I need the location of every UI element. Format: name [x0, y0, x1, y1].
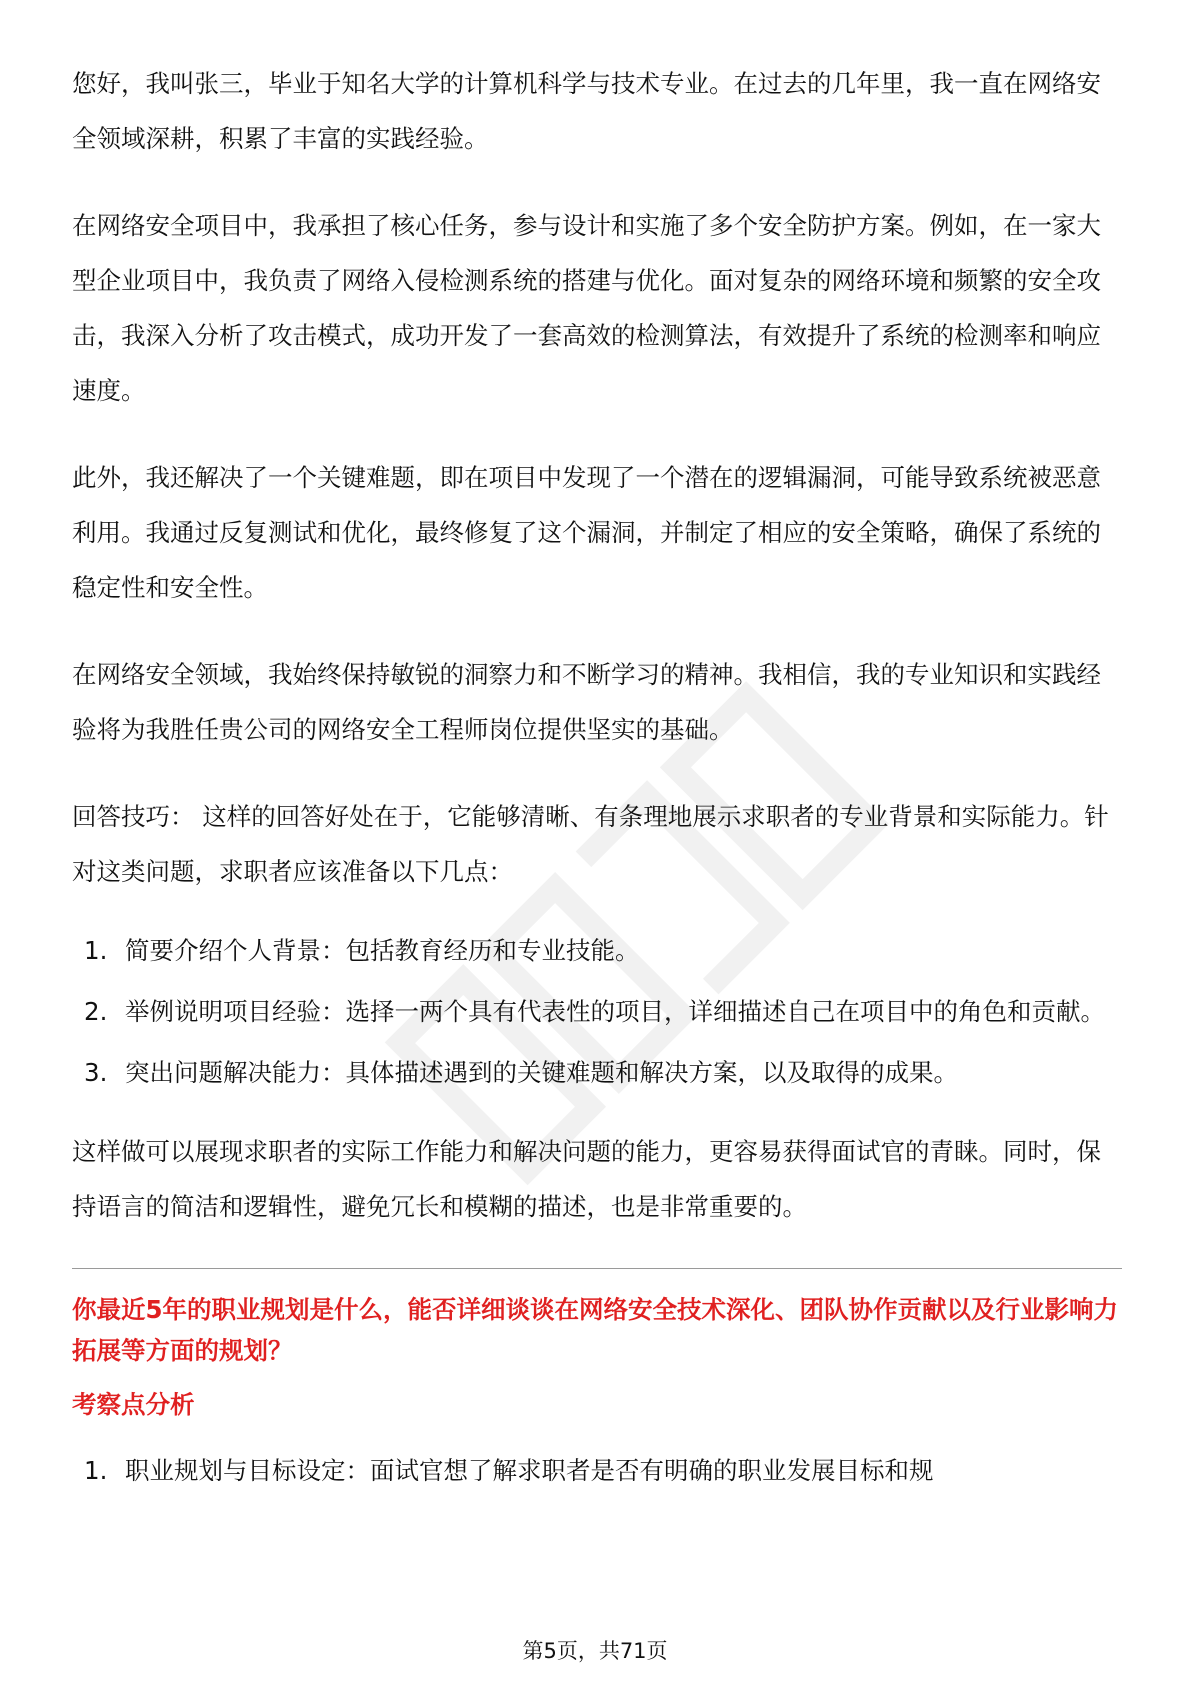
- document-page: [72, 56, 1122, 1522]
- list-number: 1.: [84, 936, 108, 965]
- tips-list: [72, 923, 1122, 1100]
- list-number: 2.: [84, 997, 108, 1026]
- project-paragraph: 在网络安全项目中，我承担了核心任务，参与设计和实施了多个安全防护方案。例如，在一家大型企业项目中，我负责了网络入侵检测系统的搭建与优化。面对复杂的网络环境和频繁的安全攻击，我深入分析了攻击模式，成功开发了一套高效的检测算法，有效提升了系统的检测率和响应速度。: [72, 211, 1101, 405]
- list-number: 3.: [84, 1058, 108, 1087]
- summary-paragraph: 在网络安全领域，我始终保持敏锐的洞察力和不断学习的精神。我相信，我的专业知识和实践经验将为我胜任贵公司的网络安全工程师岗位提供坚实的基础。: [72, 660, 1101, 744]
- list-item: [72, 1045, 1122, 1100]
- list-text: 举例说明项目经验：选择一两个具有代表性的项目，详细描述自己在项目中的角色和贡献。: [125, 997, 1105, 1026]
- list-item: [72, 984, 1122, 1039]
- list-number: 1.: [84, 1456, 108, 1485]
- page-footer: 第5页，共71页: [522, 1639, 668, 1663]
- list-item: [72, 923, 1122, 978]
- section-divider: [72, 1268, 1122, 1269]
- analysis-heading: 考察点分析: [72, 1390, 195, 1419]
- list-text: 职业规划与目标设定：面试官想了解求职者是否有明确的职业发展目标和规: [125, 1456, 934, 1485]
- closing-paragraph: 这样做可以展现求职者的实际工作能力和解决问题的能力，更容易获得面试官的青睐。同时，保持语言的简洁和逻辑性，避免冗长和模糊的描述，也是非常重要的。: [72, 1137, 1101, 1221]
- list-item: [72, 1443, 1122, 1498]
- list-text: 突出问题解决能力：具体描述遇到的关键难题和解决方案，以及取得的成果。: [125, 1058, 958, 1087]
- question-heading: 你最近5年的职业规划是什么，能否详细谈谈在网络安全技术深化、团队协作贡献以及行业影响力拓展等方面的规划？: [72, 1295, 1119, 1365]
- tips-intro: 回答技巧： 这样的回答好处在于，它能够清晰、有条理地展示求职者的专业背景和实际能力。针对这类问题，求职者应该准备以下几点：: [72, 802, 1109, 886]
- list-text: 简要介绍个人背景：包括教育经历和专业技能。: [125, 936, 640, 965]
- intro-paragraph: 您好，我叫张三，毕业于知名大学的计算机科学与技术专业。在过去的几年里，我一直在网络安全领域深耕，积累了丰富的实践经验。: [72, 69, 1101, 153]
- problem-paragraph: 此外，我还解决了一个关键难题，即在项目中发现了一个潜在的逻辑漏洞，可能导致系统被恶意利用。我通过反复测试和优化，最终修复了这个漏洞，并制定了相应的安全策略，确保了系统的稳定性和安全性。: [72, 463, 1101, 602]
- analysis-list: [72, 1443, 1122, 1498]
